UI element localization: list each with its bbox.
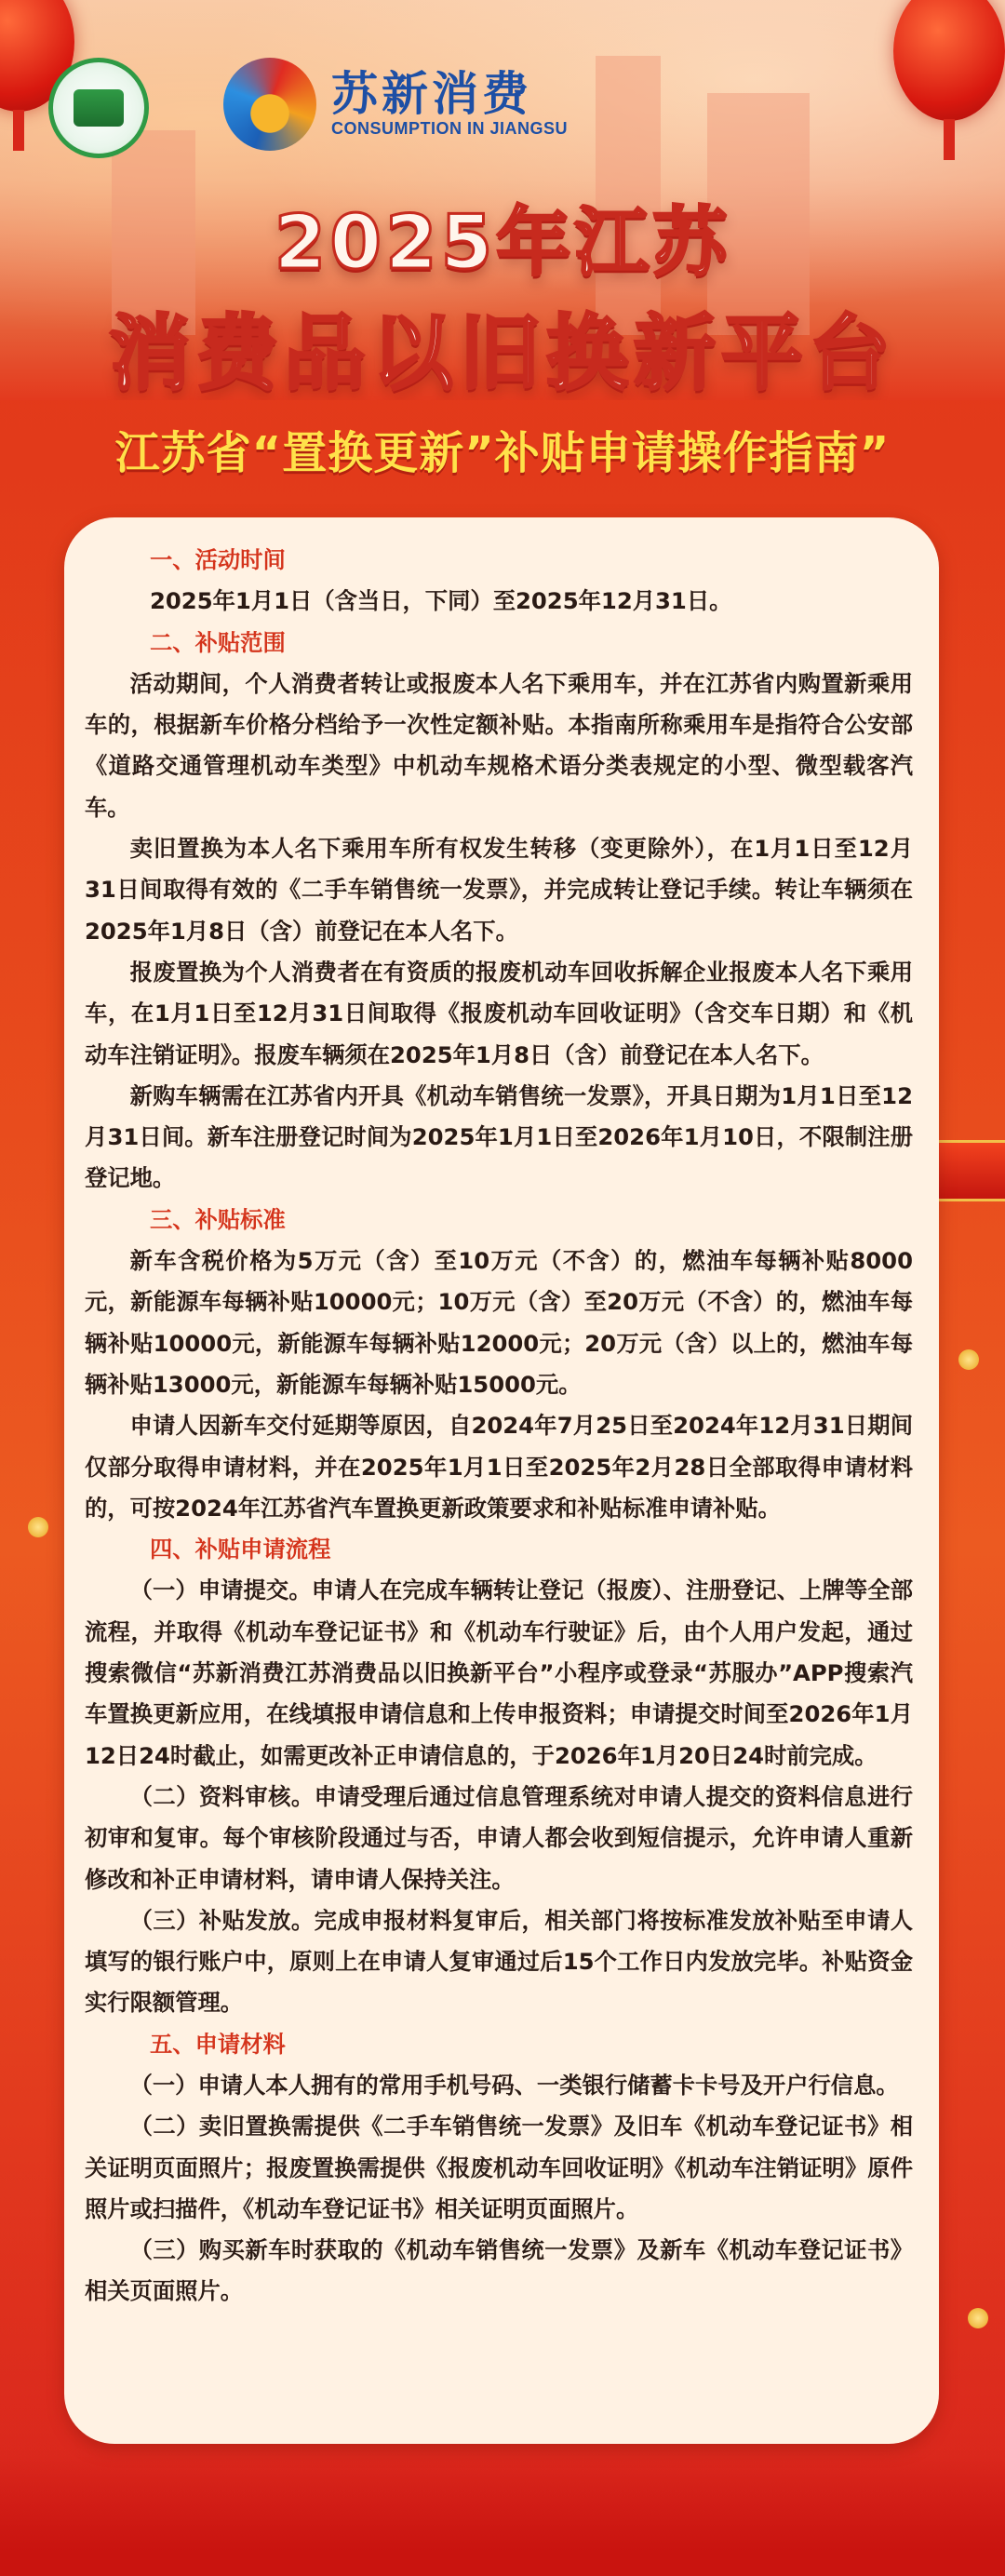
section-paragraph: 申请人因新车交付延期等原因，自2024年7月25日至2024年12月31日期间仅部分取得申请材料，并在2025年1月1日至2025年2月28日全部取得申请材料的，可按2024年江苏省汽车置换更新政策要求和补贴标准申请补贴。 bbox=[85, 1412, 913, 1522]
section-paragraph: 新车含税价格为5万元（含）至10万元（不含）的，燃油车每辆补贴8000元，新能源车每辆补贴10000元；10万元（含）至20万元（不含）的，燃油车每辆补贴10000元，新能源车每辆补贴12000元；20万元（含）以上的，燃油车每辆补贴13000元，新能源车每辆补贴15000元。 bbox=[85, 1247, 913, 1398]
section-paragraph: （三）购买新车时获取的《机动车销售统一发票》及新车《机动车登记证书》相关页面照片。 bbox=[85, 2236, 913, 2305]
guide-content bbox=[85, 540, 913, 2313]
section-heading: 一、活动时间 bbox=[150, 546, 286, 573]
platform-badge-logo bbox=[48, 58, 149, 158]
section-paragraph: 卖旧置换为本人名下乘用车所有权发生转移（变更除外），在1月1日至12月31日间取得有效的《二手车销售统一发票》，并完成转让登记手续。转让车辆须在2025年1月8日（含）前登记在本人名下。 bbox=[85, 835, 913, 945]
section-paragraph: 新购车辆需在江苏省内开具《机动车销售统一发票》，开具日期为1月1日至12月31日间。新车注册登记时间为2025年1月1日至2026年1月10日，不限制注册登记地。 bbox=[85, 1081, 913, 1192]
hero-title-line1: 2025年江苏 bbox=[274, 199, 731, 286]
coin-decoration bbox=[968, 2308, 988, 2328]
section-paragraph: （二）资料审核。申请受理后通过信息管理系统对申请人提交的资料信息进行初审和复审。每个审核阶段通过与否，申请人都会收到短信提示，允许申请人重新修改和补正申请材料，请申请人保持关注。 bbox=[85, 1782, 913, 1893]
brand-subtitle: CONSUMPTION IN JIANGSU bbox=[331, 118, 569, 138]
section-paragraph: （三）补贴发放。完成申报材料复审后，相关部门将按标准发放补贴至申请人填写的银行账户中，原则上在申请人复审通过后15个工作日内发放完毕。补贴资金实行限额管理。 bbox=[85, 1906, 913, 2017]
section-paragraph: （二）卖旧置换需提供《二手车销售统一发票》及旧车《机动车登记证书》相关证明页面照片；报废置换需提供《报废机动车回收证明》《机动车注销证明》原件照片或扫描件，《机动车登记证书》相关证明页面照片。 bbox=[85, 2113, 913, 2222]
brand-name: 苏新消费 bbox=[331, 68, 532, 121]
brand-logo bbox=[223, 58, 568, 151]
lantern-decoration bbox=[893, 0, 1005, 121]
section-paragraph: 2025年1月1日（含当日，下同）至2025年12月31日。 bbox=[150, 587, 732, 615]
bottom-decoration-band bbox=[0, 2455, 1005, 2576]
badge-emblem-icon bbox=[74, 89, 124, 127]
section-paragraph: 报废置换为个人消费者在有资质的报废机动车回收拆解企业报废本人名下乘用车，在1月1日至12月31日间取得《报废机动车回收证明》（含交车日期）和《机动车注销证明》。报废车辆须在2025年1月8日（含）前登记在本人名下。 bbox=[85, 958, 913, 1068]
section-heading: 三、补贴标准 bbox=[150, 1205, 286, 1233]
section-heading: 二、补贴范围 bbox=[150, 628, 286, 656]
hero-title-line2: 消费品以旧换新平台 bbox=[108, 305, 896, 400]
coin-decoration bbox=[28, 1517, 48, 1537]
guide-title: 江苏省“置换更新”补贴申请操作指南” bbox=[114, 427, 891, 479]
section-heading: 五、申请材料 bbox=[150, 2030, 286, 2058]
brand-mark-icon bbox=[223, 58, 316, 151]
gift-box-decoration bbox=[931, 1140, 1005, 1201]
coin-decoration bbox=[958, 1349, 979, 1370]
top-banner bbox=[0, 0, 1005, 400]
section-paragraph: （一）申请人本人拥有的常用手机号码、一类银行储蓄卡卡号及开户行信息。 bbox=[129, 2071, 899, 2099]
section-paragraph: 活动期间，个人消费者转让或报废本人名下乘用车，并在江苏省内购置新乘用车的，根据新车价格分档给予一次性定额补贴。本指南所称乘用车是指符合公安部《道路交通管理机动车类型》中机动车规格术语分类表规定的小型、微型载客汽车。 bbox=[85, 669, 913, 821]
section-paragraph: （一）申请提交。申请人在完成车辆转让登记（报废）、注册登记、上牌等全部流程，并取得《机动车登记证书》和《机动车行驶证》后，由个人用户发起，通过搜索微信“苏新消费江苏消费品以旧换新平台”小程序或登录“苏服办”APP搜索汽车置换更新应用，在线填报申请信息和上传申报资料；申请提交时间至2026年1月12日24时截止，如需更改补正申请信息的，于2026年1月20日24时前完成。 bbox=[85, 1576, 913, 1769]
section-heading: 四、补贴申请流程 bbox=[150, 1536, 331, 1563]
